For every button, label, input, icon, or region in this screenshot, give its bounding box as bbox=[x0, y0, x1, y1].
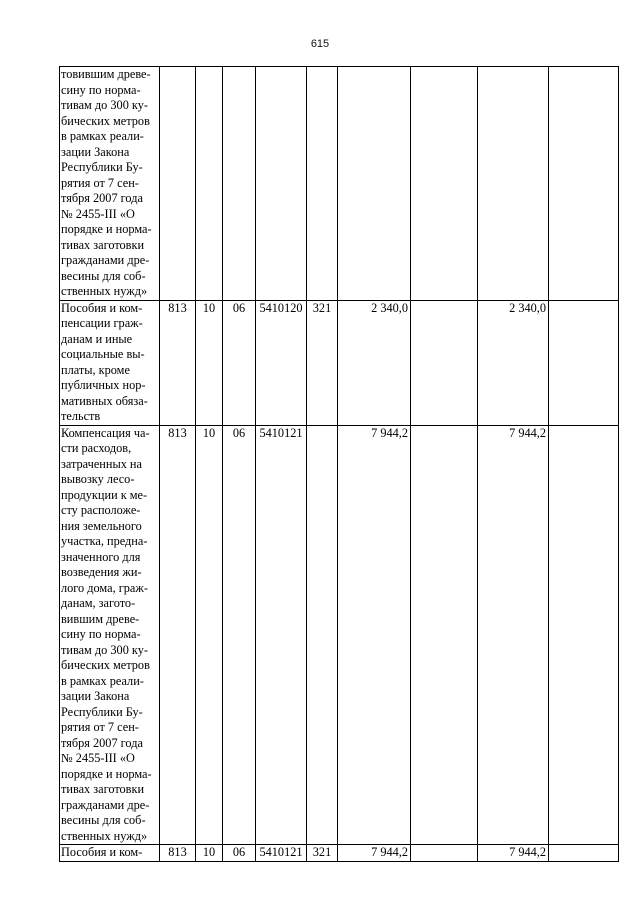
cell-section: 10 bbox=[196, 845, 223, 862]
cell-exp-type bbox=[307, 425, 338, 845]
cell-sum-4 bbox=[549, 425, 619, 845]
cell-sum-4 bbox=[549, 845, 619, 862]
cell-subsection: 06 bbox=[223, 845, 256, 862]
cell-sum-2 bbox=[411, 67, 478, 301]
cell-sum-4 bbox=[549, 300, 619, 425]
table-row bbox=[60, 845, 619, 862]
table-row bbox=[60, 67, 619, 301]
budget-table bbox=[59, 66, 619, 862]
cell-sum-1 bbox=[338, 67, 411, 301]
cell-exp-type: 321 bbox=[307, 300, 338, 425]
cell-subsection: 06 bbox=[223, 300, 256, 425]
cell-target: 5410121 bbox=[256, 845, 307, 862]
cell-exp-type: 321 bbox=[307, 845, 338, 862]
cell-subsection bbox=[223, 67, 256, 301]
cell-target: 5410120 bbox=[256, 300, 307, 425]
cell-name: Пособия и ком- пенсации граж- данам и иные социальные вы- платы, кроме публичных нор- мативных обяза- тельств bbox=[60, 300, 160, 425]
cell-sum-3: 7 944,2 bbox=[478, 845, 549, 862]
cell-sum-3: 7 944,2 bbox=[478, 425, 549, 845]
cell-sum-2 bbox=[411, 425, 478, 845]
cell-ministry: 813 bbox=[160, 425, 196, 845]
table-row bbox=[60, 425, 619, 845]
cell-name: Пособия и ком- bbox=[60, 845, 160, 862]
cell-section: 10 bbox=[196, 425, 223, 845]
cell-sum-1: 7 944,2 bbox=[338, 425, 411, 845]
cell-sum-1: 2 340,0 bbox=[338, 300, 411, 425]
cell-name: товившим древе- сину по норма- тивам до 300 ку- бических метров в рамках реали- зации Закона Республики Бу- рятия от 7 сен- тября 2007 года № 2455-III «О порядке и норма- тивах заготовки гражданами дре- весины для соб- ственных нужд» bbox=[60, 67, 160, 301]
cell-section: 10 bbox=[196, 300, 223, 425]
cell-name: Компенсация ча- сти расходов, затраченных на вывозку лесо- продукции к ме- сту расположе- ния земельного участка, предна- значенного для возведения жи- лого дома, граж- данам, загото- вившим древе- сину по норма- тивам до 300 ку- бических метров в рамках реали- зации Закона Республики Бу- рятия от 7 сен- тября 2007 года № 2455-III «О порядке и норма- тивах заготовки гражданами дре- весины для соб- ственных нужд» bbox=[60, 425, 160, 845]
cell-exp-type bbox=[307, 67, 338, 301]
table-row bbox=[60, 300, 619, 425]
cell-ministry: 813 bbox=[160, 300, 196, 425]
cell-target: 5410121 bbox=[256, 425, 307, 845]
cell-target bbox=[256, 67, 307, 301]
cell-sum-4 bbox=[549, 67, 619, 301]
cell-sum-3: 2 340,0 bbox=[478, 300, 549, 425]
cell-sum-2 bbox=[411, 845, 478, 862]
page-number: 615 bbox=[310, 38, 330, 50]
cell-sum-2 bbox=[411, 300, 478, 425]
cell-section bbox=[196, 67, 223, 301]
cell-sum-3 bbox=[478, 67, 549, 301]
cell-ministry: 813 bbox=[160, 845, 196, 862]
cell-ministry bbox=[160, 67, 196, 301]
cell-subsection: 06 bbox=[223, 425, 256, 845]
cell-sum-1: 7 944,2 bbox=[338, 845, 411, 862]
